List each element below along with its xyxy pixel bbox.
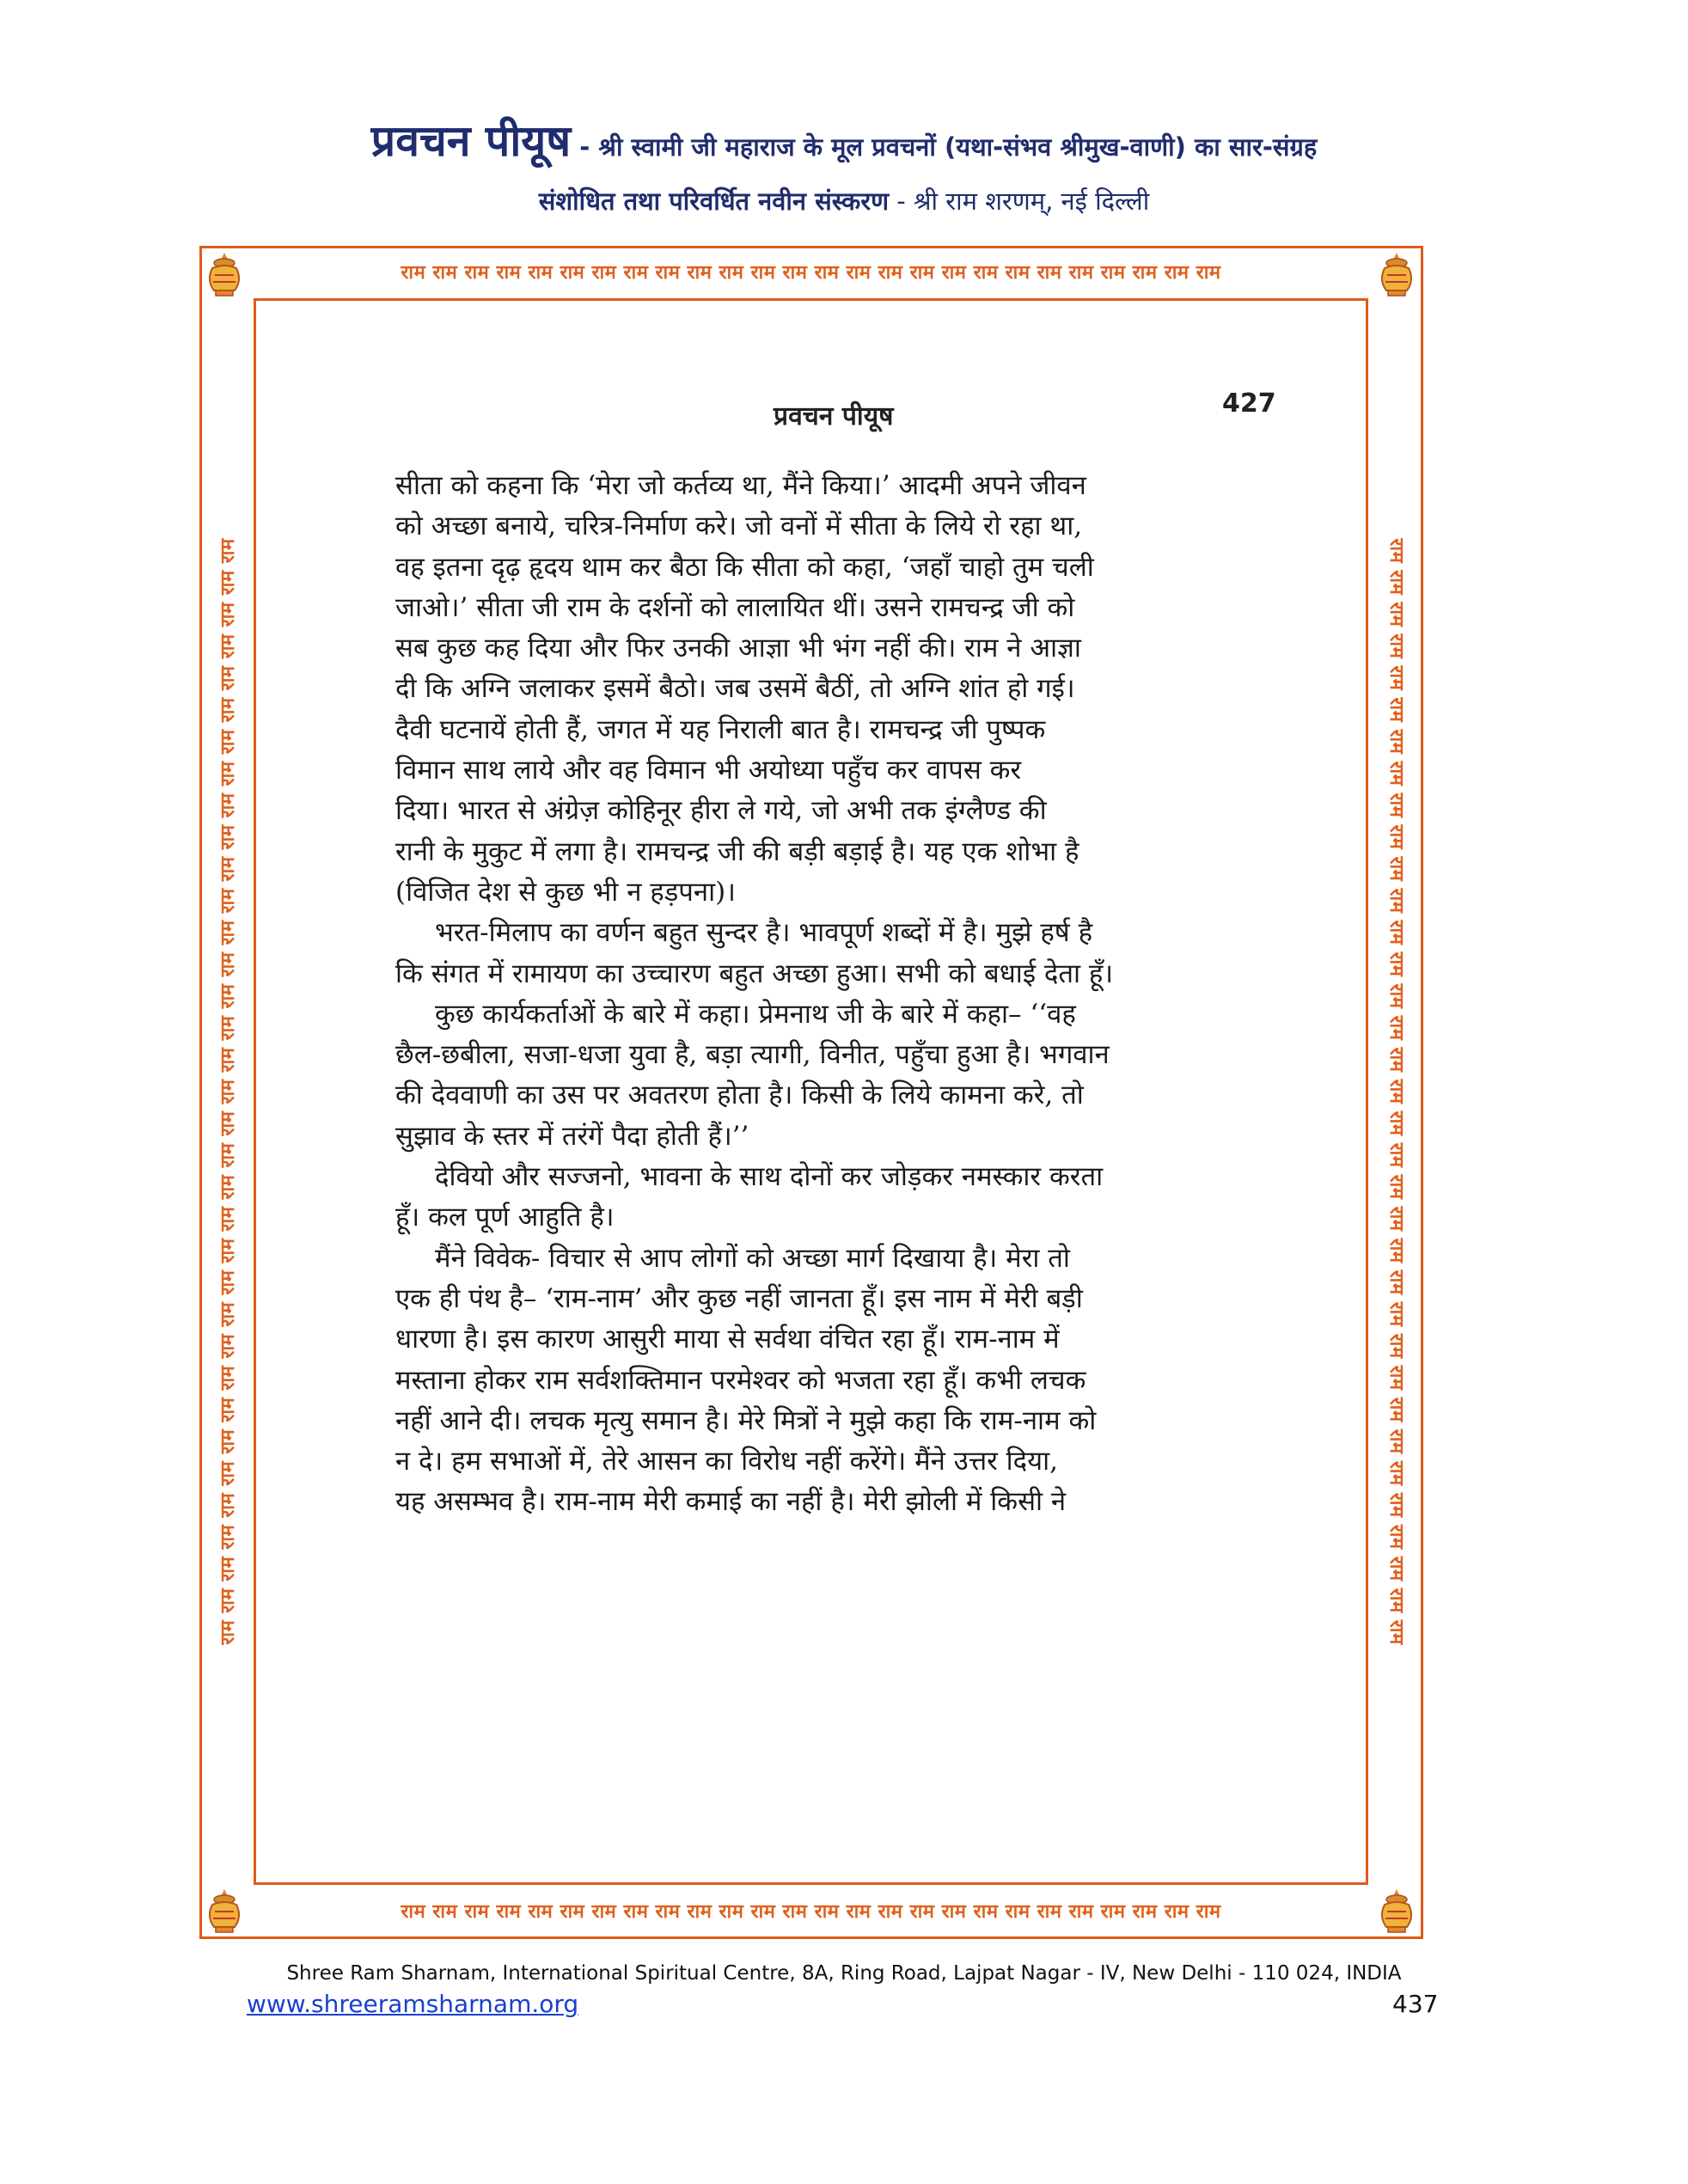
text-line: मस्ताना होकर राम सर्वशक्तिमान परमेश्वर को भजता रहा हूँ। कभी लचक	[395, 1364, 1086, 1396]
text-line: को अच्छा बनाये, चरित्र-निर्माण करे। जो वनों में सीता के लिये रो रहा था,	[395, 511, 1083, 542]
text-line: मैंने विवेक- विचार से आप लोगों को अच्छा मार्ग दिखाया है। मेरा तो	[435, 1242, 1070, 1274]
border-text-right: राम राम राम राम राम राम राम राम राम राम राम राम राम राम राम राम राम राम राम राम राम राम राम राम राम राम राम राम राम राम राम राम राम राम राम	[1385, 538, 1407, 1645]
text-line: यह असम्भव है। राम-नाम मेरी कमाई का नहीं है। मेरी झोली में किसी ने	[395, 1486, 1067, 1518]
text-line: (विजित देश से कुछ भी न हड़पना)।	[395, 876, 736, 908]
text-line: कि संगत में रामायण का उच्चारण बहुत अच्छा हुआ। सभी को बधाई देता हूँ।	[395, 957, 1114, 989]
kalash-icon	[205, 251, 244, 301]
text-line: रानी के मुकुट में लगा है। रामचन्द्र जी की बड़ी बड़ाई है। यह एक शोभा है	[395, 835, 1079, 867]
text-line: धारणा है। इस कारण आसुरी माया से सर्वथा वंचित रहा हूँ। राम-नाम में	[395, 1324, 1060, 1355]
edition-line	[0, 184, 1688, 217]
text-line: भरत-मिलाप का वर्णन बहुत सुन्दर है। भावपूर्ण शब्दों में है। मुझे हर्ष है	[435, 917, 1093, 949]
kalash-icon	[1377, 1887, 1416, 1937]
website-link[interactable]: www.shreeramsharnam.org	[247, 1990, 579, 2018]
document-title	[0, 110, 1688, 168]
text-line: सीता को कहना कि ‘मेरा जो कर्तव्य था, मैंने किया।’ आदमी अपने जीवन	[395, 470, 1086, 501]
page-body	[395, 466, 1281, 1523]
text-line: छैल-छबीला, सजा-धजा युवा है, बड़ा त्यागी, विनीत, पहुँचा हुआ है। भगवान	[395, 1039, 1110, 1071]
title-subtitle: - श्री स्वामी जी महाराज के मूल प्रवचनों (यथा-संभव श्रीमुख-वाणी) का सार-संग्रह	[571, 132, 1318, 162]
text-line: सुझाव के स्तर में तरंगें पैदा होती हैं।’’	[395, 1120, 749, 1152]
edition-label: संशोधित तथा परिवर्धित नवीन संस्करण	[538, 187, 890, 216]
text-line: विमान साथ लाये और वह विमान भी अयोध्या पहुँच कर वापस कर	[395, 755, 1022, 786]
text-line: न दे। हम सभाओं में, तेरे आसन का विरोध नहीं करेंगे। मैंने उत्तर दिया,	[395, 1446, 1059, 1477]
text-line: दैवी घटनायें होती हैं, जगत में यह निराली बात है। रामचन्द्र जी पुष्पक	[395, 713, 1046, 745]
footer-address: Shree Ram Sharnam, International Spiritual Centre, 8A, Ring Road, Lajpat Nagar - IV, New Delhi - 110 024, INDIA	[286, 1962, 1402, 1985]
kalash-icon	[205, 1887, 244, 1937]
border-text-top: राम राम राम राम राम राम राम राम राम राम राम राम राम राम राम राम राम राम राम राम राम राम राम राम राम राम	[401, 262, 1221, 284]
kalash-icon	[1377, 251, 1416, 301]
pdf-page-number: 437	[1392, 1990, 1439, 2018]
text-line: एक ही पंथ है– ‘राम-नाम’ और कुछ नहीं जानता हूँ। इस नाम में मेरी बड़ी	[395, 1282, 1083, 1314]
running-head: प्रवचन पीयूष	[774, 401, 894, 431]
text-line: की देववाणी का उस पर अवतरण होता है। किसी के लिये कामना करे, तो	[395, 1080, 1084, 1111]
text-line: जाओ।’ सीता जी राम के दर्शनों को लालायित थीं। उसने रामचन्द्र जी को	[395, 591, 1075, 623]
text-line: वह इतना दृढ़ हृदय थाम कर बैठा कि सीता को कहा, ‘जहाँ चाहो तुम चली	[395, 551, 1094, 583]
text-line: सब कुछ कह दिया और फिर उनकी आज्ञा भी भंग नहीं की। राम ने आज्ञा	[395, 633, 1081, 664]
text-line: दी कि अग्नि जलाकर इसमें बैठो। जब उसमें बैठीं, तो अग्नि शांत हो गई।	[395, 673, 1075, 705]
text-line: हूँ। कल पूर्ण आहुति है।	[395, 1202, 615, 1233]
border-text-bottom: राम राम राम राम राम राम राम राम राम राम राम राम राम राम राम राम राम राम राम राम राम राम राम राम राम राम	[401, 1901, 1221, 1923]
text-line: कुछ कार्यकर्ताओं के बारे में कहा। प्रेमनाथ जी के बारे में कहा– ‘‘वह	[435, 998, 1076, 1030]
border-text-left: राम राम राम राम राम राम राम राम राम राम राम राम राम राम राम राम राम राम राम राम राम राम राम राम राम राम राम राम राम राम राम राम राम राम राम	[217, 538, 239, 1645]
edition-publisher: - श्री राम शरणम्, नई दिल्ली	[889, 187, 1150, 216]
text-line: दिया। भारत से अंग्रेज़ कोहिनूर हीरा ले गये, जो अभी तक इंग्लैण्ड की	[395, 795, 1047, 827]
title-main: प्रवचन पीयूष	[370, 116, 572, 166]
text-line: देवियो और सज्जनो, भावना के साथ दोनों कर जोड़कर नमस्कार करता	[435, 1161, 1104, 1193]
text-line: नहीं आने दी। लचक मृत्यु समान है। मेरे मित्रों ने मुझे कहा कि राम-नाम को	[395, 1404, 1097, 1436]
book-page-number: 427	[1222, 388, 1276, 419]
